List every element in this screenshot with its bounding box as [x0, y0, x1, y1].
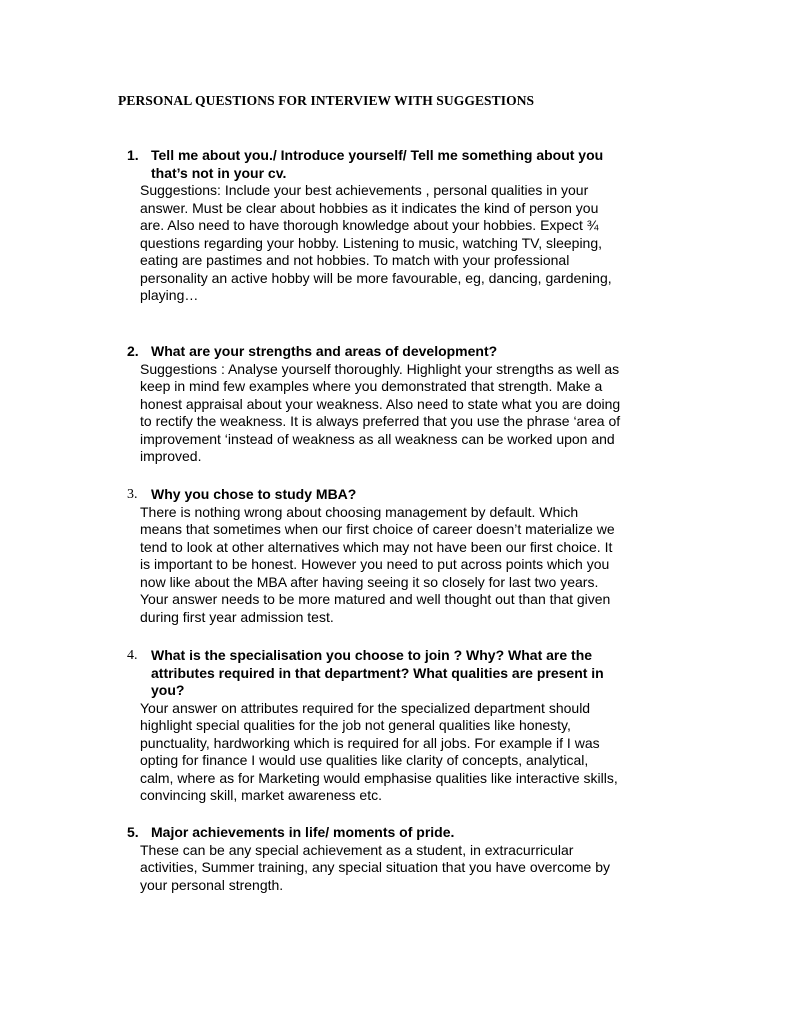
question-heading-line: that’s not in your cv. — [151, 164, 287, 181]
answer-line: highlight special qualities for the job not general qualities like honesty, — [140, 717, 571, 733]
question-answer — [140, 842, 685, 895]
question-heading-line: you? — [151, 682, 185, 698]
answer-line: answer. Must be clear about hobbies as it indicates the kind of person you — [140, 199, 599, 216]
answer-line: These can be any special achievement as a student, in extracurricular — [140, 841, 574, 858]
question-number: 5. — [127, 824, 139, 840]
question-heading-line: Tell me about you./ Introduce yourself/ Tell me something about you — [151, 147, 604, 163]
answer-line: eating are pastimes and not hobbies. To match with your professional — [140, 252, 570, 268]
answer-line: Your answer needs to be more matured and well thought out than that given — [140, 591, 611, 607]
answer-line: There is nothing wrong about choosing management by default. Which — [140, 503, 579, 520]
answer-line: your personal strength. — [140, 876, 284, 893]
question-answer — [140, 361, 685, 466]
answer-line: are. Also need to have thorough knowledge about your hobbies. Expect ¾ — [140, 217, 599, 233]
answer-line: Your answer on attributes required for the specialized department should — [140, 699, 591, 716]
question-heading-line: What are your strengths and areas of development? — [151, 343, 498, 359]
answer-line: calm, where as for Marketing would emphasise qualities like interactive skills, — [140, 769, 618, 786]
question-heading — [151, 486, 681, 504]
question-heading — [151, 647, 681, 700]
page-title: PERSONAL QUESTIONS FOR INTERVIEW WITH SUGGESTIONS — [118, 93, 535, 108]
answer-line: convincing skill, market awareness etc. — [140, 787, 382, 803]
question-number: 4. — [127, 648, 138, 663]
answer-line: keep in mind few examples where you demonstrated that strength. Make a — [140, 378, 603, 394]
answer-line: during first year admission test. — [140, 608, 334, 625]
answer-line: questions regarding your hobby. Listening to music, watching TV, sleeping, — [140, 234, 603, 251]
question-answer — [140, 700, 685, 805]
answer-line: playing… — [140, 287, 199, 303]
answer-line: personality an active hobby will be more favourable, eg, dancing, gardening, — [140, 269, 612, 286]
answer-line: opting for finance I would use qualities like clarity of concepts, analytical, — [140, 752, 589, 768]
answer-line: activities, Summer training, any special situation that you have overcome by — [140, 859, 611, 875]
question-heading — [151, 343, 681, 361]
question-answer — [140, 504, 685, 627]
question-number: 3. — [127, 487, 138, 502]
answer-line: tend to look at other alternatives which may not have been our first choice. It — [140, 538, 613, 555]
question-heading-line: attributes required in that department? What qualities are present in — [151, 664, 604, 681]
answer-line: is important to be honest. However you need to put across points which you — [140, 556, 610, 572]
question-heading — [151, 147, 681, 182]
answer-line: Suggestions: Include your best achievements , personal qualities in your — [140, 182, 589, 198]
question-heading-line: Why you chose to study MBA? — [151, 486, 357, 502]
answer-line: Suggestions : Analyse yourself thoroughly. Highlight your strengths as well as — [140, 360, 620, 377]
question-number: 2. — [127, 343, 139, 359]
question-heading-line: Major achievements in life/ moments of pride. — [151, 824, 455, 840]
answer-line: improved. — [140, 448, 202, 464]
question-heading-line: What is the specialisation you choose to join ? Why? What are the — [151, 647, 593, 663]
answer-line: punctuality, hardworking which is required for all jobs. For example if I was — [140, 734, 600, 751]
question-answer — [140, 182, 685, 305]
question-number: 1. — [127, 147, 139, 163]
answer-line: means that sometimes when our first choice of career doesn’t materialize we — [140, 521, 615, 537]
answer-line: now like about the MBA after having seeing it so closely for last two years. — [140, 573, 599, 590]
answer-line: improvement ‘instead of weakness as all weakness can be worked upon and — [140, 430, 615, 447]
answer-line: to rectify the weakness. It is always preferred that you use the phrase ‘area of — [140, 413, 621, 429]
question-heading — [151, 824, 681, 842]
answer-line: honest appraisal about your weakness. Also need to state what you are doing — [140, 395, 621, 412]
